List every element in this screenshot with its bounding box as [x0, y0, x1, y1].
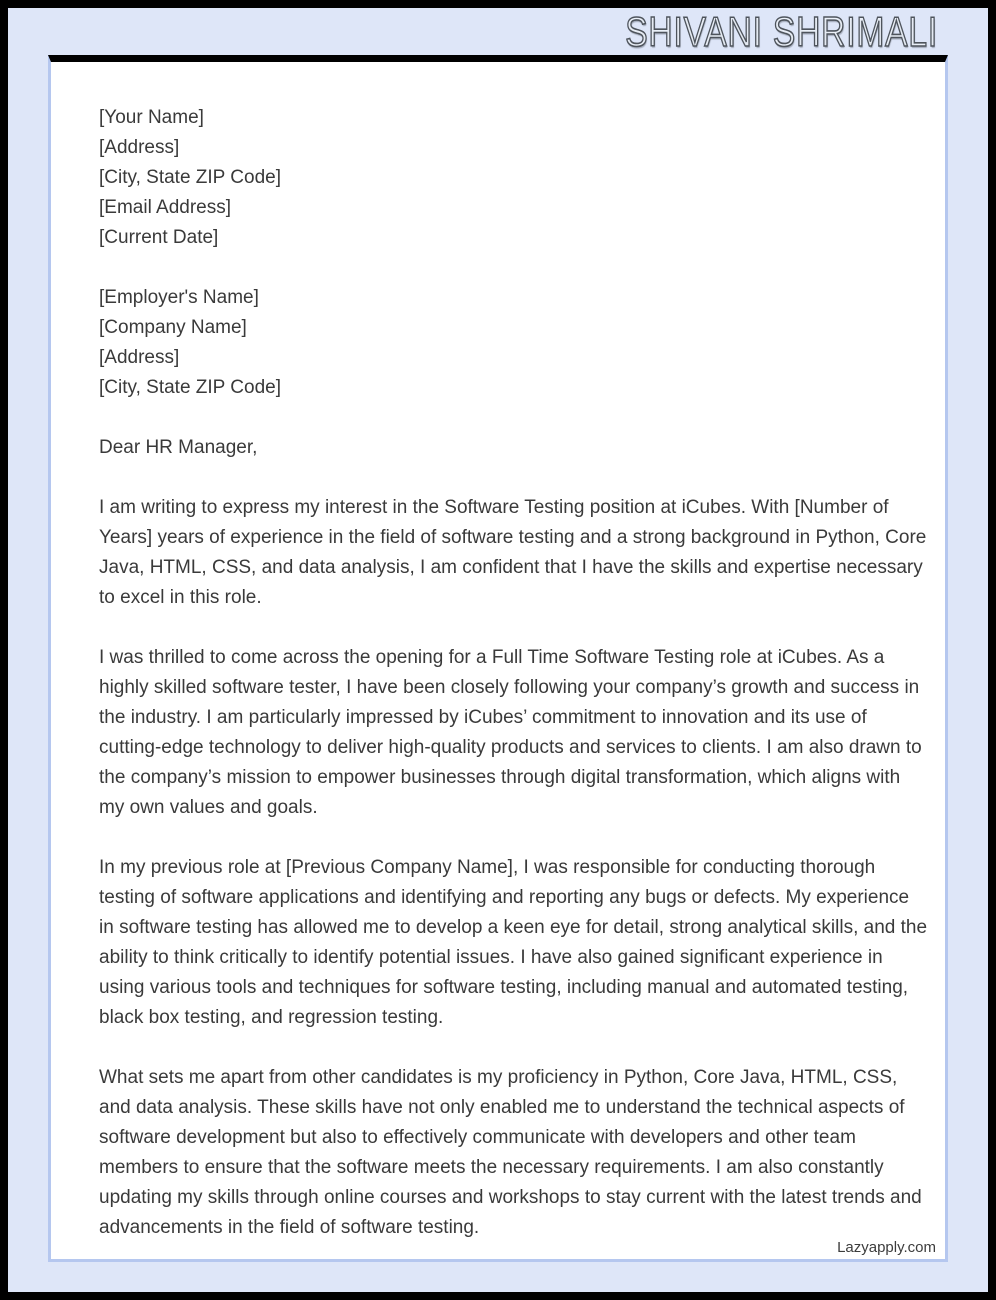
salutation: Dear HR Manager, [99, 437, 258, 458]
recipient-address-line: [Employer's Name] [99, 287, 259, 308]
sender-address-line: [City, State ZIP Code] [99, 167, 281, 188]
letter-paragraph: What sets me apart from other candidates is my proficiency in Python, Core Java, HTML, CSS, and data analysis. These skills have not only enabled me to understand the technical aspects of software development but also to effectively communicate with developers and other team members to ensure that the software meets the necessary requirements. I am also constantly updating my skills through online courses and workshops to stay current with the latest trends and advancements in the field of software testing. [99, 1067, 922, 1238]
letter-paragraphs [99, 493, 929, 1243]
sender-address-line: [Your Name] [99, 107, 204, 128]
cover-letter-document [48, 55, 948, 1262]
recipient-address-line: [Address] [99, 347, 180, 368]
recipient-address-line: [City, State ZIP Code] [99, 377, 281, 398]
recipient-address-block [99, 283, 929, 403]
watermark-text: Lazyapply.com [831, 1239, 936, 1257]
page-title: SHIVANI SHRIMALI [625, 7, 938, 55]
sender-address-block [99, 103, 929, 253]
header-bar [8, 8, 988, 55]
letter-paragraph: I was thrilled to come across the opening for a Full Time Software Testing role at iCubes. As a highly skilled software tester, I have been closely following your company’s growth and success in the industry. I am particularly impressed by iCubes’ commitment to innovation and its use of cutting-edge technology to deliver high-quality products and services to clients. I am also drawn to the company’s mission to empower businesses through digital transformation, which aligns with my own values and goals. [99, 647, 922, 818]
letter-paragraph: In my previous role at [Previous Company Name], I was responsible for conducting thorough testing of software applications and identifying and reporting any bugs or defects. My experience in software testing has allowed me to develop a keen eye for detail, strong analytical skills, and the ability to think critically to identify potential issues. I have also gained significant experience in using various tools and techniques for software testing, including manual and automated testing, black box testing, and regression testing. [99, 857, 928, 1028]
letter-paragraph: I am writing to express my interest in the Software Testing position at iCubes. With [Number of Years] years of experience in the field of software testing and a strong background in Python, Core Java, HTML, CSS, and data analysis, I am confident that I have the skills and expertise necessary to excel in this role. [99, 497, 927, 608]
page-background [8, 8, 988, 1292]
sender-address-line: [Current Date] [99, 227, 219, 248]
sender-address-line: [Email Address] [99, 197, 231, 218]
sender-address-line: [Address] [99, 137, 180, 158]
letter-body [51, 62, 945, 1243]
recipient-address-line: [Company Name] [99, 317, 247, 338]
